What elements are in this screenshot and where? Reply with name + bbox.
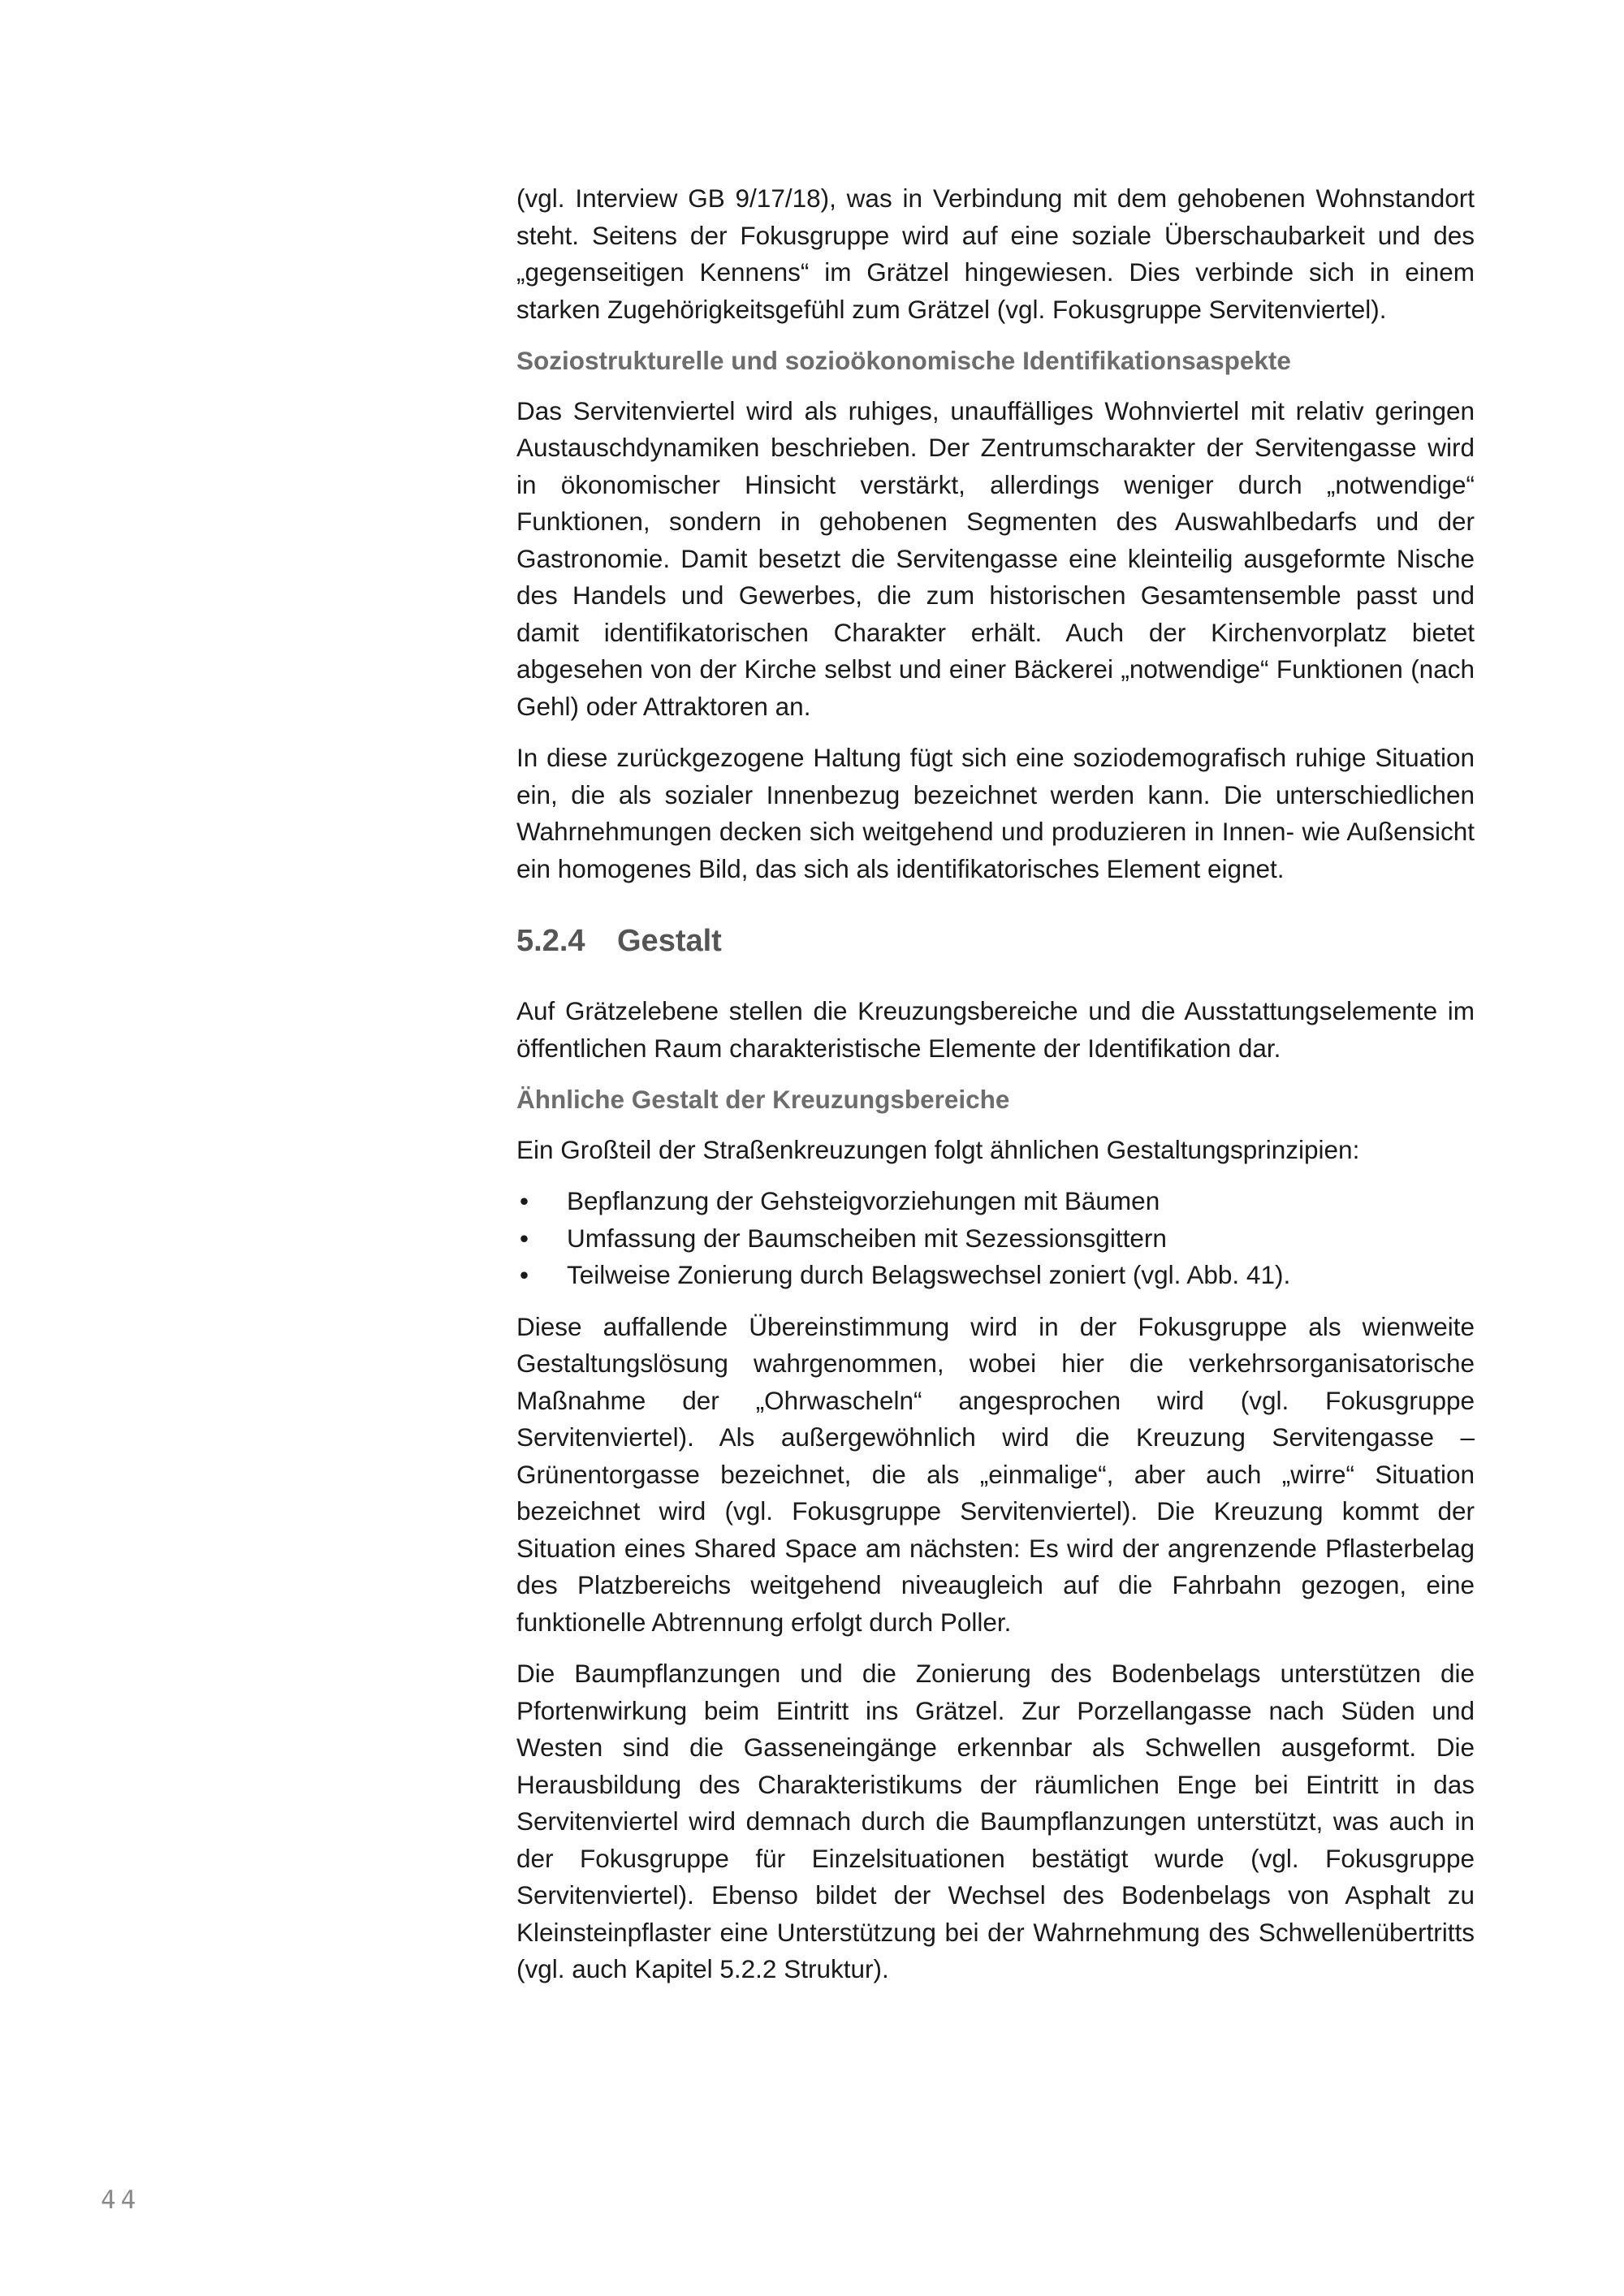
paragraph-section-intro: Auf Grätzelebene stellen die Kreuzungsbereiche und die Ausstattungselemente im öffentlichen Raum charakteristische Elemente der Identifikation dar.: [516, 996, 1475, 1063]
list-item: [516, 1257, 1475, 1294]
subheading-crossings: Ähnliche Gestalt der Kreuzungsbereiche: [516, 1085, 1010, 1114]
page-number: 44: [101, 2186, 141, 2215]
paragraph-continuation: (vgl. Interview GB 9/17/18), was in Verbindung mit dem gehobenen Wohnstandort steht. Seitens der Fokusgruppe wird auf eine soziale Überschaubarkeit und des „gegenseitigen Kennens“ im Grätzel hingewiesen. Dies verbinde sich in einem starken Zugehörigkeitsgefühl zum Grätzel (vgl. Fokusgruppe Servitenviertel).: [516, 183, 1475, 324]
main-text-column: [516, 180, 1475, 2003]
list-item-text: Teilweise Zonierung durch Belagswechsel zoniert (vgl. Abb. 41).: [567, 1260, 1291, 1289]
paragraph-socio-2: In diese zurückgezogene Haltung fügt sich eine soziodemografisch ruhige Situation ein, die als sozialer Innenbezug bezeichnet werden kann. Die unterschiedlichen Wahrnehmungen decken sich weitgehend und produzieren in Innen- wie Außensicht ein homogenes Bild, das sich als identifikatorisches Element eignet.: [516, 743, 1475, 883]
list-item: [516, 1183, 1475, 1220]
paragraph-gateway-effect: Die Baumpflanzungen und die Zonierung des Bodenbelags unterstützen die Pfortenwirkung beim Eintritt ins Grätzel. Zur Porzellangasse nach Süden und Westen sind die Gasseneingänge erkennbar als Schwellen ausgeformt. Die Herausbildung des Charakteristikums der räumlichen Enge bei Eintritt in das Servitenviertel wird demnach durch die Baumpflanzungen unterstützt, was auch in der Fokusgruppe für Einzelsituationen bestätigt wurde (vgl. Fokusgruppe Servitenviertel). Ebenso bildet der Wechsel des Bodenbelags von Asphalt zu Kleinsteinpflaster eine Unterstützung bei der Wahrnehmung des Schwellenübertritts (vgl. auch Kapitel 5.2.2 Struktur).: [516, 1659, 1475, 1983]
bullet-icon: •: [520, 1260, 529, 1289]
list-item: [516, 1220, 1475, 1258]
list-item-text: Bepflanzung der Gehsteigvorziehungen mit Bäumen: [567, 1186, 1160, 1215]
bullet-icon: •: [520, 1223, 529, 1253]
section-number: 5.2.4: [516, 924, 585, 958]
bullet-list: [516, 1183, 1475, 1294]
bullet-icon: •: [520, 1186, 529, 1215]
section-heading: [516, 921, 1475, 960]
paragraph-crossing-perception: Diese auffallende Übereinstimmung wird in der Fokusgruppe als wienweite Gestaltungslösung wahrgenommen, wobei hier die verkehrsorganisatorische Maßnahme der „Ohrwascheln“ angesprochen wird (vgl. Fokusgruppe Servitenviertel). Als außergewöhnlich wird die Kreuzung Servitengasse – Grünentorgasse bezeichnet, die als „einmalige“, aber auch „wirre“ Situation bezeichnet wird (vgl. Fokusgruppe Servitenviertel). Die Kreuzung kommt der Situation eines Shared Space am nächsten: Es wird der angrenzende Pflasterbelag des Platzbereichs weitgehend niveaugleich auf die Fahrbahn gezogen, eine funktionelle Abtrennung erfolgt durch Poller.: [516, 1311, 1475, 1637]
paragraph-list-intro: Ein Großteil der Straßenkreuzungen folgt ähnlichen Gestaltungsprinzipien:: [516, 1134, 1360, 1164]
list-item-text: Umfassung der Baumscheiben mit Sezessionsgittern: [567, 1223, 1167, 1253]
subheading-socio-identification: Soziostrukturelle und sozioökonomische Identifikationsaspekte: [516, 346, 1291, 375]
section-title: Gestalt: [617, 924, 722, 958]
paragraph-socio-1: Das Servitenviertel wird als ruhiges, unauffälliges Wohnviertel mit relativ geringen Austauschdynamiken beschrieben. Der Zentrumscharakter der Servitengasse wird in ökonomischer Hinsicht verstärkt, allerdings weniger durch „notwendige“ Funktionen, sondern in gehobenen Segmenten des Auswahlbedarfs und der Gastronomie. Damit besetzt die Servitengasse eine kleinteilig ausgeformte Nische des Handels und Gewerbes, die zum historischen Gesamtensemble passt und damit identifikatorischen Charakter erhält. Auch der Kirchenvorplatz bietet abgesehen von der Kirche selbst und einer Bäckerei „notwendige“ Funktionen (nach Gehl) oder Attraktoren an.: [516, 395, 1475, 721]
